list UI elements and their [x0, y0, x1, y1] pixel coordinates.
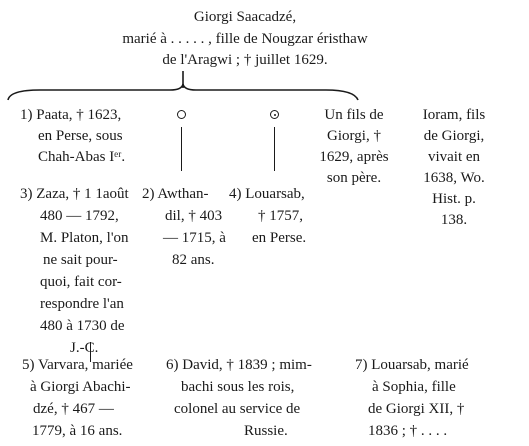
zaza-line: 480 — 1792,: [40, 208, 119, 224]
descent-line: [181, 127, 182, 171]
zaza-line: M. Platon, l'on: [40, 230, 129, 246]
paata-line: en Perse, sous: [38, 128, 123, 144]
awthandil-line: 2) Awthan-: [142, 186, 209, 202]
ioram-line: de Giorgi,: [423, 128, 485, 144]
ioram-line: 1638, Wo.: [423, 170, 485, 186]
zaza-line: respondre l'an: [40, 296, 124, 312]
louarsab2-line: à Sophia, fille: [372, 379, 456, 395]
louarsab-line: en Perse.: [252, 230, 307, 246]
ioram-line: vivait en: [427, 149, 481, 165]
varvara-line: dzé, † 467 —: [33, 401, 114, 417]
varvara-line: 5) Varvara, mariée: [22, 357, 133, 373]
unfils-line: Giorgi, †: [327, 128, 381, 144]
david-line: bachi sous les rois,: [181, 379, 295, 395]
louarsab-line: † 1757,: [258, 208, 303, 224]
unfils-line: son père.: [326, 170, 382, 186]
unfils-line: 1629, après: [319, 149, 389, 165]
louarsab2-line: 1836 ; † . . . .: [368, 423, 448, 439]
head-line-2: marié à . . . . . , fille de Nougzar éristhaw: [122, 31, 368, 47]
varvara-line: 1779, à 16 ans.: [32, 423, 123, 439]
paata-line: Chah-Abas Iᵉʳ.: [38, 149, 126, 165]
awthandil-line: dil, † 403: [165, 208, 223, 224]
genealogy-brace: [0, 0, 529, 120]
louarsab2-line: de Giorgi XII, †: [368, 401, 465, 417]
head-line-1: Giorgi Saacadzé,: [193, 9, 297, 25]
unknown-child-circle-icon: [177, 110, 186, 119]
ioram-line: 138.: [440, 212, 468, 228]
david-line: Russie.: [244, 423, 288, 439]
varvara-line: à Giorgi Abachi-: [30, 379, 131, 395]
louarsab2-line: 7) Louarsab, marié: [355, 357, 469, 373]
zaza-line: ne sait pour-: [43, 252, 118, 268]
awthandil-line: 82 ans.: [172, 252, 215, 268]
paata-line: 1) Paata, † 1623,: [20, 107, 122, 123]
david-line: 6) David, † 1839 ; mim-: [166, 357, 312, 373]
zaza-line: J.-C.: [70, 340, 99, 356]
unfils-line: Un fils de: [324, 107, 384, 123]
louarsab-line: 4) Louarsab,: [229, 186, 305, 202]
unknown-child-dotted-circle-icon: [270, 110, 279, 119]
head-line-3: de l'Aragwi ; † juillet 1629.: [162, 52, 328, 68]
zaza-line: 3) Zaza, † 1 1août: [20, 186, 129, 202]
zaza-line: quoi, fait cor-: [40, 274, 122, 290]
awthandil-line: — 1715, à: [163, 230, 226, 246]
descent-line: [274, 127, 275, 171]
ioram-line: Ioram, fils: [422, 107, 486, 123]
david-line: colonel au service de: [174, 401, 301, 417]
zaza-line: 480 à 1730 de: [40, 318, 125, 334]
ioram-line: Hist. p.: [432, 191, 476, 207]
